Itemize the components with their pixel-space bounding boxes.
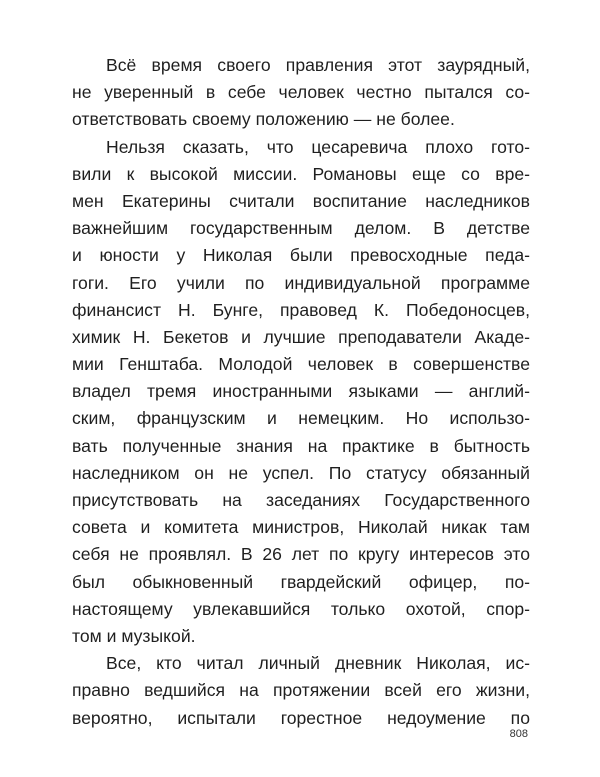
text-line: гоги. Его учили по индивидуальной программе	[72, 272, 530, 293]
text-line: Все, кто читал личный дневник Николая, ис-	[106, 653, 530, 674]
text-line: том и музыкой.	[72, 625, 196, 646]
paragraph	[72, 134, 530, 651]
text-line: химик Н. Бекетов и лучшие преподаватели Акаде-	[72, 326, 530, 347]
body-text	[72, 52, 530, 732]
text-line: мен Екатерины считали воспитание наследников	[72, 190, 530, 211]
text-line: присутствовать на заседаниях Государственного	[72, 490, 530, 510]
text-line: финансист Н. Бунге, правовед К. Победоносцев,	[72, 299, 530, 320]
text-line: наследником он не успел. По статусу обязанный	[72, 462, 530, 483]
paragraph	[72, 650, 530, 732]
text-line: себя не проявлял. В 26 лет по кругу интересов это	[72, 544, 530, 565]
text-line: был обыкновенный гвардейский офицер, по-	[72, 571, 530, 592]
text-line: Нельзя сказать, что цесаревича плохо гото-	[106, 136, 530, 157]
text-line: вили к высокой миссии. Романовы еще со вре-	[72, 163, 530, 184]
text-line: правно ведшийся на протяжении всей его жизни,	[72, 680, 530, 701]
text-line: совета и комитета министров, Николай никак там	[72, 517, 530, 538]
text-line: ским, французским и немецким. Но использо-	[72, 408, 530, 429]
page-number: 808	[509, 728, 528, 740]
text-line: важнейшим государственным делом. В детстве	[72, 218, 530, 239]
text-line: владел тремя иностранными языками — англий-	[72, 381, 530, 402]
text-line: вероятно, испытали горестное недоумение по	[72, 707, 530, 728]
text-line: мии Генштаба. Молодой человек в совершенстве	[72, 354, 530, 375]
text-line: и юности у Николая были превосходные педа-	[72, 245, 530, 266]
text-line: Всё время своего правления этот заурядный,	[106, 55, 530, 75]
text-line: не уверенный в себе человек честно пытался со-	[72, 82, 530, 103]
text-line: настоящему увлекавшийся только охотой, спор-	[72, 598, 530, 619]
paragraph	[72, 52, 530, 134]
text-line: ответствовать своему положению — не более.	[72, 109, 455, 130]
text-line: вать полученные знания на практике в бытность	[72, 435, 530, 456]
